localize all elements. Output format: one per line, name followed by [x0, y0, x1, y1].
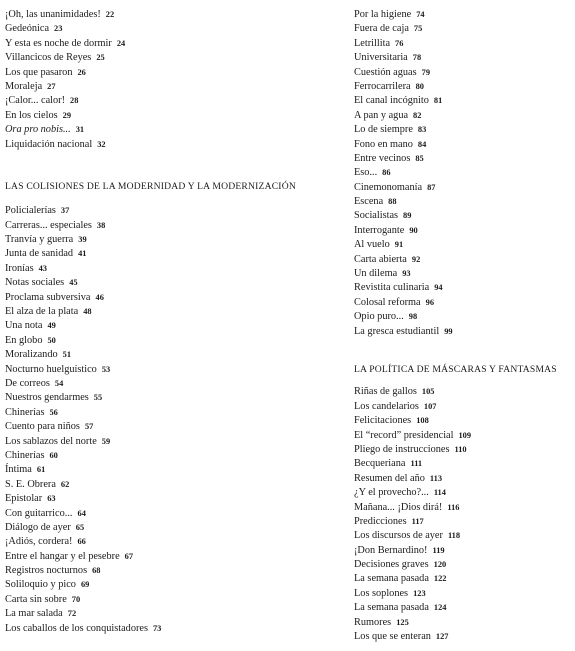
toc-entry	[5, 305, 335, 319]
entry-page-number: 87	[427, 182, 436, 192]
entry-page-number: 80	[415, 81, 424, 91]
toc-entry	[354, 630, 574, 644]
entry-title: Un dilema	[354, 268, 398, 280]
entry-page-number: 108	[416, 416, 429, 426]
entry-page-number: 53	[101, 364, 111, 374]
entry-title: Eso...	[354, 167, 378, 179]
entry-title: Mañana... ¡Dios dirá!	[354, 501, 443, 513]
toc-entry	[5, 607, 335, 621]
entry-title: Notas sociales	[5, 277, 65, 289]
entry-title: Tranvía y guerra	[5, 234, 74, 246]
entry-title: Nocturno huelguístico	[5, 363, 97, 375]
toc-entry	[354, 94, 574, 108]
entry-title: Proclama subversiva	[5, 291, 91, 303]
toc-list-s3	[354, 8, 574, 339]
toc-entry	[5, 94, 335, 108]
entry-page-number: 86	[382, 168, 391, 178]
entry-page-number: 98	[408, 312, 418, 322]
entry-page-number: 90	[409, 225, 418, 235]
entry-page-number: 96	[425, 297, 434, 307]
entry-title: Ironías	[5, 262, 34, 274]
entry-title: Riñas de gallos	[354, 386, 417, 398]
toc-entry	[354, 544, 574, 558]
entry-page-number: 43	[38, 263, 47, 273]
entry-page-number: 91	[394, 240, 404, 250]
entry-title: Chinerías	[5, 406, 45, 418]
entry-title: La gresca estudiantil	[354, 325, 440, 337]
toc-entry	[354, 616, 574, 630]
toc-column-right	[354, 0, 574, 644]
entry-title: Al vuelo	[354, 239, 390, 251]
toc-entry	[5, 80, 335, 94]
entry-page-number: 65	[75, 522, 85, 532]
entry-page-number: 54	[54, 378, 64, 388]
toc-entry	[5, 219, 335, 233]
toc-entry	[354, 166, 574, 180]
toc-entry	[5, 420, 335, 434]
entry-title: Decisiones graves	[354, 559, 429, 571]
entry-page-number: 122	[433, 574, 447, 584]
entry-title: Soliloquio y pico	[5, 579, 76, 591]
toc-entry	[354, 310, 574, 324]
toc-entry	[5, 578, 335, 592]
toc-column-left	[5, 0, 335, 636]
entry-title: Ferrocarrilera	[354, 80, 411, 92]
section-heading-colisiones: LAS COLISIONES DE LA MODERNIDAD Y LA MODERNIZACIÓN	[5, 180, 296, 192]
entry-page-number: 107	[423, 401, 437, 411]
entry-title: Becqueriana	[354, 458, 406, 470]
entry-page-number: 46	[95, 292, 104, 302]
entry-title: Los soplones	[354, 587, 409, 599]
entry-page-number: 88	[388, 197, 397, 207]
entry-title: Carreras... especiales	[5, 219, 92, 231]
entry-page-number: 75	[413, 24, 423, 34]
toc-entry	[5, 449, 335, 463]
entry-page-number: 82	[413, 110, 422, 120]
entry-page-number: 63	[47, 494, 56, 504]
entry-page-number: 119	[432, 545, 445, 555]
entry-title: Felicitaciones	[354, 415, 412, 427]
entry-title: Moraleja	[5, 80, 43, 92]
toc-entry	[5, 204, 335, 218]
section-heading-politica: LA POLÍTICA DE MÁSCARAS Y FANTASMAS	[354, 363, 557, 375]
toc-entry	[354, 325, 574, 339]
toc-entry	[5, 391, 335, 405]
entry-page-number: 66	[77, 537, 86, 547]
toc-entry	[5, 262, 335, 276]
entry-page-number: 110	[454, 444, 467, 454]
entry-title: El canal incógnito	[354, 95, 429, 107]
toc-entry	[5, 22, 335, 36]
toc-entry	[354, 109, 574, 123]
toc-entry	[5, 123, 335, 137]
entry-title: Cuestión aguas	[354, 66, 417, 78]
toc-entry	[5, 363, 335, 377]
entry-title: ¿Y el provecho?...	[354, 487, 429, 499]
toc-entry	[354, 457, 574, 471]
entry-page-number: 111	[410, 459, 423, 469]
entry-page-number: 68	[92, 566, 101, 576]
toc-entry	[354, 472, 574, 486]
toc-entry	[354, 529, 574, 543]
entry-page-number: 67	[124, 551, 134, 561]
toc-entry	[354, 152, 574, 166]
toc-entry	[5, 550, 335, 564]
entry-title: La semana pasada	[354, 573, 429, 585]
entry-title: Los candelarios	[354, 400, 419, 412]
entry-page-number: 113	[429, 473, 443, 483]
toc-entry	[5, 535, 335, 549]
entry-page-number: 38	[96, 220, 106, 230]
toc-entry	[354, 51, 574, 65]
entry-page-number: 28	[70, 96, 79, 106]
entry-page-number: 25	[96, 53, 105, 63]
toc-entry	[354, 486, 574, 500]
entry-title: En los cielos	[5, 109, 58, 121]
entry-page-number: 84	[417, 139, 427, 149]
toc-entry	[354, 515, 574, 529]
entry-page-number: 78	[412, 53, 422, 63]
entry-page-number: 93	[402, 269, 411, 279]
entry-title: Fono en mano	[354, 138, 413, 150]
toc-entry	[354, 253, 574, 267]
entry-page-number: 32	[97, 139, 106, 149]
toc-entry	[5, 622, 335, 636]
entry-title: Lo de siempre	[354, 124, 413, 136]
toc-entry	[354, 195, 574, 209]
toc-entry	[354, 443, 574, 457]
entry-title: Letrillita	[354, 37, 391, 49]
toc-entry	[354, 123, 574, 137]
toc-entry	[5, 37, 335, 51]
entry-page-number: 125	[396, 617, 409, 627]
entry-title: Y esta es noche de dormir	[5, 37, 112, 49]
toc-entry	[5, 233, 335, 247]
toc-entry	[5, 377, 335, 391]
toc-entry	[5, 564, 335, 578]
entry-title: Los caballos de los conquistadores	[5, 622, 148, 634]
entry-page-number: 50	[47, 335, 56, 345]
entry-page-number: 22	[105, 10, 115, 19]
entry-title: Chinerías	[5, 449, 45, 461]
entry-title: Policialerías	[5, 205, 56, 217]
toc-entry	[354, 181, 574, 195]
toc-entry	[5, 435, 335, 449]
toc-list-s4	[354, 385, 574, 644]
entry-page-number: 74	[416, 10, 425, 19]
toc-entry	[354, 501, 574, 515]
entry-title: Revistita culinaria	[354, 282, 430, 294]
entry-page-number: 89	[403, 211, 412, 221]
entry-title: Íntima	[5, 464, 32, 476]
toc-entry	[354, 66, 574, 80]
entry-page-number: 49	[47, 321, 56, 331]
toc-entry	[5, 109, 335, 123]
entry-title: Epistolar	[5, 493, 43, 505]
toc-entry	[354, 238, 574, 252]
toc-entry	[5, 478, 335, 492]
entry-page-number: 55	[93, 393, 103, 403]
entry-page-number: 109	[458, 430, 472, 440]
entry-title: Resumen del año	[354, 472, 425, 484]
toc-entry	[5, 406, 335, 420]
entry-title: Escena	[354, 196, 384, 208]
toc-entry	[5, 276, 335, 290]
toc-entry	[354, 80, 574, 94]
entry-page-number: 48	[83, 307, 92, 317]
entry-page-number: 124	[433, 603, 447, 613]
entry-title: El “record” presidencial	[354, 429, 454, 441]
entry-page-number: 31	[75, 125, 85, 135]
toc-entry	[5, 507, 335, 521]
entry-title: Cinemonomanía	[354, 181, 423, 193]
entry-page-number: 79	[421, 67, 431, 77]
entry-page-number: 61	[36, 465, 46, 475]
entry-title: Ora pro nobis...	[5, 124, 71, 136]
entry-title: ¡Oh, las unanimidades!	[5, 9, 101, 20]
entry-page-number: 70	[71, 594, 81, 604]
toc-entry	[5, 319, 335, 333]
entry-page-number: 117	[411, 516, 424, 526]
entry-title: Junta de sanidad	[5, 248, 74, 260]
toc-entry	[354, 296, 574, 310]
toc-entry	[354, 281, 574, 295]
entry-page-number: 29	[62, 110, 71, 120]
entry-title: La semana pasada	[354, 602, 429, 614]
entry-title: Entre vecinos	[354, 152, 411, 164]
toc-entry	[354, 37, 574, 51]
entry-page-number: 114	[433, 488, 446, 498]
toc-entry	[5, 66, 335, 80]
entry-title: Diálogo de ayer	[5, 521, 71, 533]
entry-page-number: 73	[152, 623, 162, 633]
toc-list-s1	[5, 8, 335, 152]
toc-entry	[354, 138, 574, 152]
entry-title: Los que pasaron	[5, 66, 73, 78]
entry-page-number: 24	[116, 38, 126, 48]
entry-title: Moralizando	[5, 349, 58, 361]
toc-list-s2	[5, 204, 335, 636]
toc-entry	[5, 138, 335, 152]
entry-page-number: 45	[69, 278, 78, 288]
entry-page-number: 99	[444, 326, 453, 336]
entry-page-number: 69	[80, 580, 90, 590]
entry-title: La mar salada	[5, 608, 63, 620]
entry-page-number: 41	[78, 249, 87, 259]
toc-entry	[5, 51, 335, 65]
entry-title: Carta sin sobre	[5, 593, 67, 605]
entry-title: Pliego de instrucciones	[354, 443, 450, 455]
entry-title: ¡Don Bernardino!	[354, 544, 428, 556]
toc-entry	[5, 348, 335, 362]
toc-entry	[354, 224, 574, 238]
entry-page-number: 116	[447, 502, 460, 512]
entry-title: Entre el hangar y el pesebre	[5, 550, 120, 562]
entry-title: Universitaria	[354, 52, 408, 64]
toc-entry	[354, 429, 574, 443]
entry-title: Socialistas	[354, 210, 399, 222]
entry-page-number: 120	[433, 560, 447, 570]
toc-entry	[354, 22, 574, 36]
entry-title: Los discursos de ayer	[354, 530, 443, 542]
entry-title: S. E. Obrera	[5, 478, 56, 490]
toc-entry	[354, 8, 574, 22]
entry-title: Carta abierta	[354, 253, 407, 265]
entry-page-number: 23	[54, 24, 63, 34]
entry-title: Nuestros gendarmes	[5, 392, 89, 404]
toc-entry	[354, 267, 574, 281]
entry-title: Villancicos de Reyes	[5, 52, 92, 64]
entry-page-number: 57	[84, 422, 94, 432]
toc-entry	[5, 492, 335, 506]
entry-page-number: 59	[101, 436, 111, 446]
entry-page-number: 105	[421, 387, 435, 397]
entry-page-number: 81	[433, 96, 443, 106]
entry-title: Cuento para niños	[5, 421, 80, 433]
toc-entry	[354, 572, 574, 586]
entry-title: Registros nocturnos	[5, 565, 88, 577]
toc-entry	[5, 593, 335, 607]
entry-page-number: 76	[395, 38, 404, 48]
entry-title: ¡Adiós, cordera!	[5, 536, 73, 548]
toc-entry	[354, 414, 574, 428]
entry-page-number: 26	[77, 67, 86, 77]
entry-title: Los sablazos del norte	[5, 435, 97, 447]
toc-entry	[5, 291, 335, 305]
entry-page-number: 60	[49, 450, 58, 460]
entry-page-number: 39	[78, 235, 87, 245]
toc-entry	[354, 587, 574, 601]
entry-page-number: 51	[62, 350, 71, 360]
entry-page-number: 123	[413, 588, 426, 598]
toc-entry	[354, 385, 574, 399]
entry-page-number: 27	[47, 81, 56, 91]
toc-entry	[354, 400, 574, 414]
entry-title: Predicciones	[354, 515, 407, 527]
entry-title: ¡Calor... calor!	[5, 95, 66, 107]
toc-entry	[354, 601, 574, 615]
toc-entry	[5, 521, 335, 535]
entry-title: Por la higiene	[354, 9, 412, 20]
entry-page-number: 64	[77, 508, 86, 518]
toc-entry	[5, 8, 335, 22]
entry-page-number: 118	[447, 531, 461, 541]
entry-page-number: 127	[435, 632, 449, 642]
entry-page-number: 94	[434, 283, 443, 293]
entry-title: En globo	[5, 334, 43, 346]
entry-page-number: 85	[415, 153, 424, 163]
entry-page-number: 92	[411, 254, 421, 264]
entry-page-number: 72	[67, 609, 77, 619]
entry-title: Gedeónica	[5, 23, 50, 35]
entry-page-number: 56	[49, 407, 58, 417]
entry-title: El alza de la plata	[5, 306, 79, 318]
entry-title: Colosal reforma	[354, 296, 421, 308]
entry-title: Rumores	[354, 616, 392, 628]
entry-page-number: 37	[60, 206, 70, 216]
toc-entry	[5, 247, 335, 261]
entry-title: Con guitarrico...	[5, 507, 73, 519]
toc-entry	[5, 334, 335, 348]
entry-title: Opio puro...	[354, 311, 404, 323]
entry-title: De correos	[5, 377, 50, 389]
toc-entry	[5, 463, 335, 477]
toc-entry	[354, 209, 574, 223]
entry-title: Los que se enteran	[354, 631, 431, 643]
entry-page-number: 62	[60, 479, 70, 489]
toc-entry	[354, 558, 574, 572]
entry-title: Liquidación nacional	[5, 138, 93, 150]
entry-title: Una nota	[5, 320, 43, 332]
entry-title: Fuera de caja	[354, 23, 409, 35]
entry-page-number: 83	[417, 125, 427, 135]
entry-title: A pan y agua	[354, 109, 409, 121]
entry-title: Interrogante	[354, 224, 405, 236]
